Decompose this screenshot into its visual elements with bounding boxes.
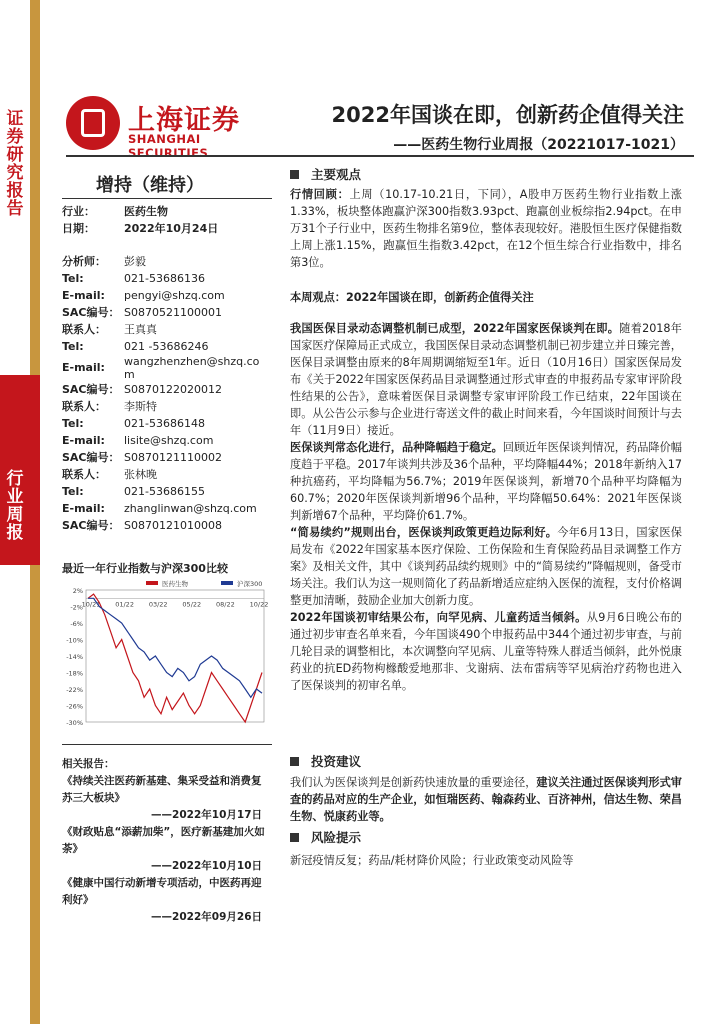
p2-lead: 医保谈判常态化进行，品种降幅趋于稳定。 xyxy=(290,441,503,454)
analyst-value: 王真真 xyxy=(124,323,157,336)
p3-lead: “简易续约”规则出台，医保谈判政策更趋边际利好。 xyxy=(290,526,558,539)
analyst-value: 021-53686148 xyxy=(124,417,205,430)
bullet-square-icon xyxy=(290,833,299,842)
invest-text: 我们认为医保谈判是创新药快速放量的重要途径， xyxy=(290,776,537,789)
view-line xyxy=(290,289,682,306)
analyst-block xyxy=(62,253,264,534)
logo-en-text: SHANGHAI SECURITIES xyxy=(128,132,209,160)
review-label: 行情回顾： xyxy=(290,188,350,201)
analyst-label: E-mail: xyxy=(62,502,105,515)
bullet-square-icon xyxy=(290,757,299,766)
sidebar-report-category: 行业周报 xyxy=(6,469,24,543)
meta-label: 行业： xyxy=(62,205,95,218)
analyst-label: SAC编号： xyxy=(62,383,120,396)
p4-lead: 2022年国谈初审结果公布，向罕见病、儿童药适当倾斜。 xyxy=(290,611,587,624)
series-line-hs300 xyxy=(88,598,262,697)
legend-swatch xyxy=(146,581,158,585)
analyst-value: 彭毅 xyxy=(124,255,146,268)
analyst-label: Tel: xyxy=(62,417,84,430)
risk-paragraph xyxy=(290,852,682,869)
analyst-label: Tel: xyxy=(62,340,84,353)
analyst-label: E-mail: xyxy=(62,289,105,302)
y-tick-label: -22% xyxy=(66,686,83,694)
analyst-email[interactable]: zhanglinwan@shzq.com xyxy=(124,502,257,515)
chart-frame xyxy=(86,590,264,722)
x-tick-label: 10/22 xyxy=(249,600,269,609)
chart-title: 最近一年行业指数与沪深300比较 xyxy=(62,562,228,575)
related-reports xyxy=(62,756,270,926)
analyst-email[interactable]: wangzhenzhen@shzq.com xyxy=(124,355,260,381)
related-report-link[interactable]: 《健康中国行动新增专项活动，中医药再迎利好》 xyxy=(62,877,262,906)
meta-value: 2022年10月24日 xyxy=(124,222,219,235)
sidebar-gold-bar xyxy=(30,0,40,375)
legend-swatch xyxy=(221,581,233,585)
legend-label: 医药生物 xyxy=(162,580,188,588)
analyst-value: S0870121010008 xyxy=(124,519,222,532)
analyst-value: S0870122020012 xyxy=(124,383,222,396)
invest-recommendation: 建议关注通过医保谈判形式审查的药品对应的生产企业，如恒瑞医药、翰森药业、百济神州，信达生物、荣昌生物、悦康药业等。 xyxy=(290,776,682,823)
related-report-date: ——2022年09月26日 xyxy=(151,911,262,923)
company-logo xyxy=(66,96,276,160)
analyst-label: E-mail: xyxy=(62,361,105,374)
analysis-paragraphs xyxy=(290,320,682,694)
analyst-label: 联系人： xyxy=(62,323,106,336)
section-invest xyxy=(290,752,361,770)
section-title: 投资建议 xyxy=(311,754,362,769)
analyst-value: 李斯特 xyxy=(124,400,157,413)
analyst-value: 021 -53686246 xyxy=(124,340,209,353)
section-title: 主要观点 xyxy=(311,167,362,182)
bullet-square-icon xyxy=(290,170,299,179)
rating-divider xyxy=(62,198,272,199)
logo-cn-text: 上海证券 xyxy=(128,105,240,136)
report-subtitle: ——医药生物行业周报（20221017-1021） xyxy=(393,137,684,153)
analyst-value: S0870521100001 xyxy=(124,306,222,319)
section-risk xyxy=(290,828,361,846)
p3-text: 今年6月13日，国家医保局发布《2022年国家基本医疗保险、工伤保险和生育保险药品目录调整工作方案》及相关文件，其中《谈判药品续约规则》中的“简易续约”降幅规则，备受市场关注。我们认为这一规则简化了药品新增适应症纳入医保的流程，支付价格调整更加清晰，鼓励企业加大创新力度。 xyxy=(290,526,682,607)
x-tick-label: 08/22 xyxy=(216,600,235,609)
y-tick-label: -30% xyxy=(66,719,83,727)
p1-lead: 我国医保目录动态调整机制已成型，2022年国家医保谈判在即。 xyxy=(290,322,620,335)
x-tick-label: 01/22 xyxy=(115,600,134,609)
p4-text: 从9月6日晚公布的通过初步审查名单来看，今年国谈490个申报药品中344个通过初步审查，与前几轮目录的调整相比，本次调整向罕见病、儿童等特殊人群适当倾斜，此外悦康药业的抗ED药物枸橼酸爱地那非、戈谢病、法布雷病等罕见病治疗药物也进入了医保谈判的初审名单。 xyxy=(290,611,682,692)
analyst-value: 021-53686155 xyxy=(124,485,205,498)
series-line-pharma xyxy=(88,594,262,722)
related-report-date: ——2022年10月17日 xyxy=(151,809,262,821)
related-head: 相关报告： xyxy=(62,758,115,770)
header-divider xyxy=(66,155,694,157)
p2-text: 回顾近年医保谈判情况，药品降价幅度趋于平稳。2017年谈判共涉及36个品种，平均降幅44%；2018年新纳入17种抗癌药，平均降幅为56.7%；2019年医保谈判，新增70个品种平均降幅为60.7%；2020年医保谈判新增96个品种，平均降幅50.64%：2021年医保谈判新增67个品种，平均降价61.7%。 xyxy=(290,441,682,522)
sidebar xyxy=(0,0,40,1024)
analyst-label: SAC编号： xyxy=(62,519,120,532)
section-title: 风险提示 xyxy=(311,830,362,845)
y-tick-label: 2% xyxy=(72,587,83,595)
review-text: 上周（10.17-10.21日，下同），A股申万医药生物行业指数上涨1.33%，板块整体跑赢沪深300指数3.93pct、跑赢创业板综指2.94pct。在申万31个子行业中，医药生物排名第9位，整体表现较好。港股恒生医疗保健指数上周上涨1.15%，跑赢恒生指数3.42pct，在12个恒生综合行业指数中，排名第3位。 xyxy=(290,188,682,269)
y-tick-label: -2% xyxy=(70,603,83,612)
chart-divider xyxy=(62,744,272,745)
sidebar-report-type: 证券研究报告 xyxy=(6,109,24,219)
y-tick-label: -14% xyxy=(66,653,83,661)
analyst-email[interactable]: lisite@shzq.com xyxy=(124,434,214,447)
analyst-value: S0870121110002 xyxy=(124,451,222,464)
meta-value: 医药生物 xyxy=(124,205,168,218)
analyst-email[interactable]: pengyi@shzq.com xyxy=(124,289,225,302)
sidebar-gold-bar-lower xyxy=(30,565,40,1024)
risk-text: 新冠疫情反复；药品/耗材降价风险；行业政策变动风险等 xyxy=(290,854,574,867)
analyst-label: Tel: xyxy=(62,485,84,498)
analyst-value: 021-53686136 xyxy=(124,272,205,285)
meta-label: 日期： xyxy=(62,222,95,235)
index-comparison-chart xyxy=(58,578,270,728)
p1-text: 随着2018年国家医疗保障局正式成立，我国医保目录动态调整机制已初步建立并日臻完善，医保目录调整由原来的8年周期调缩短至1年。近日（10月16日）国家医保局发布《关于2022年国家医保药品目录调整通过形式审查的申报药品专家审评阶段性结果的公告》，意味着医保目录调整专家审评阶段工作已结束，22年国谈在即。从公告公示参与企业进行寄送文件的截止时间来看，今年国谈时间预计与去年（11月9日）接近。 xyxy=(290,322,682,437)
x-tick-label: 03/22 xyxy=(148,600,168,609)
rating: 增持（维持） xyxy=(96,175,204,196)
report-title: 2022年国谈在即，创新药企值得关注 xyxy=(331,103,684,127)
analyst-label: Tel: xyxy=(62,272,84,285)
related-report-date: ——2022年10月10日 xyxy=(151,860,262,872)
x-tick-label: 10/21 xyxy=(81,600,101,609)
section-main-view xyxy=(290,165,361,183)
analyst-label: SAC编号： xyxy=(62,451,120,464)
analyst-label: 分析师： xyxy=(62,255,106,268)
meta-block xyxy=(62,203,218,237)
y-tick-label: -26% xyxy=(66,702,83,711)
analyst-label: 联系人： xyxy=(62,468,106,481)
legend-label: 沪深300 xyxy=(237,580,263,588)
y-tick-label: -6% xyxy=(70,620,83,628)
analyst-value: 张林晚 xyxy=(124,468,157,481)
invest-paragraph xyxy=(290,774,682,825)
view-line-text: 本周观点：2022年国谈在即，创新药企值得关注 xyxy=(290,291,534,304)
related-report-link[interactable]: 《持续关注医药新基建、集采受益和消费复苏三大板块》 xyxy=(62,775,262,804)
logo-emblem-icon xyxy=(66,96,120,150)
y-tick-label: -18% xyxy=(66,669,83,678)
analyst-label: SAC编号： xyxy=(62,306,120,319)
analyst-label: E-mail: xyxy=(62,434,105,447)
x-tick-label: 05/22 xyxy=(182,600,202,609)
analyst-label: 联系人： xyxy=(62,400,106,413)
review-paragraph xyxy=(290,186,682,271)
y-tick-label: -10% xyxy=(66,636,83,645)
related-report-link[interactable]: 《财政贴息“添薪加柴”，医疗新基建加火如荼》 xyxy=(62,826,265,855)
